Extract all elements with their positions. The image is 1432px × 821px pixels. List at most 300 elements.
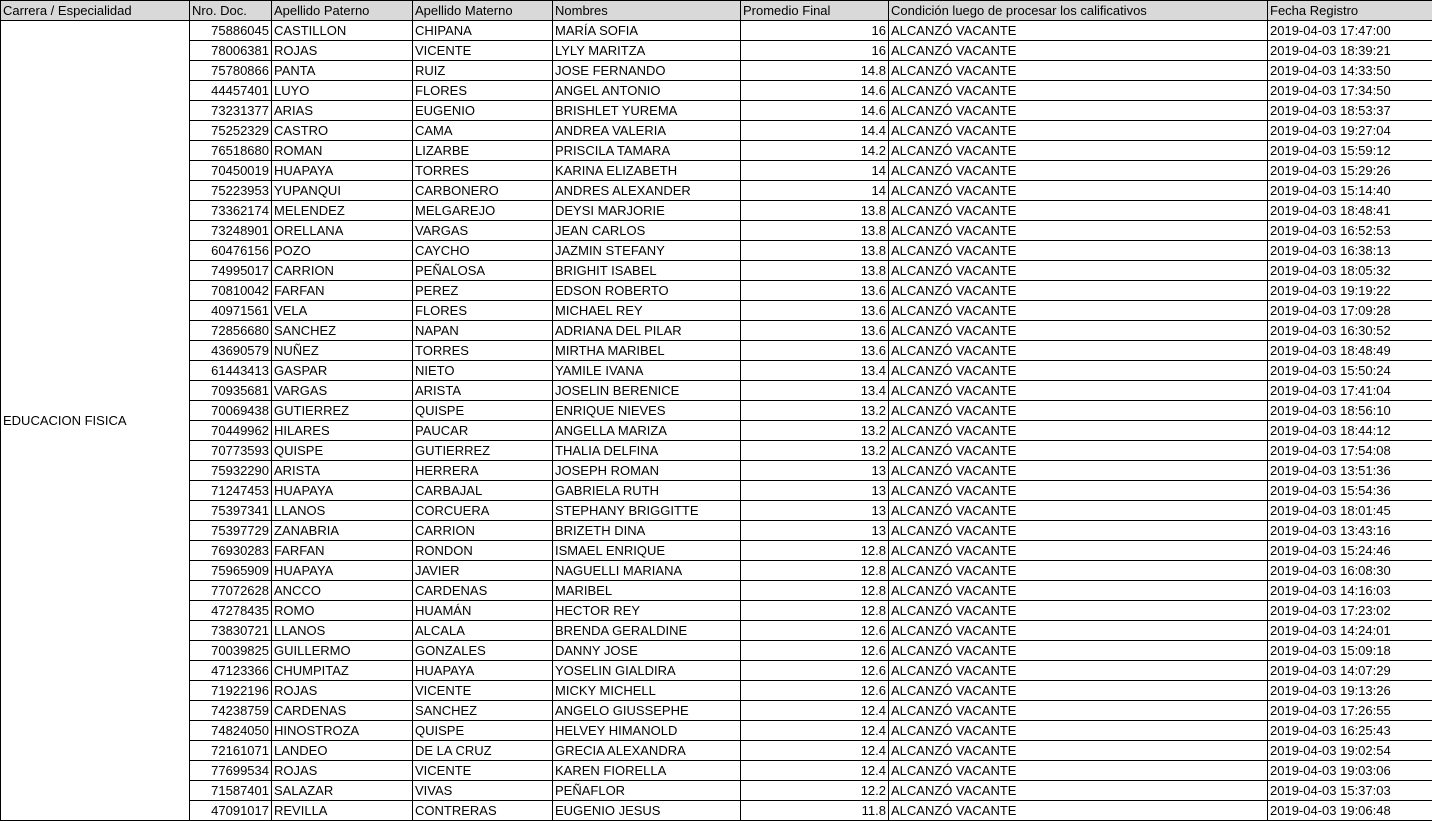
cell-condicion[interactable]: ALCANZÓ VACANTE xyxy=(889,321,1268,341)
cell-fecha-registro[interactable]: 2019-04-03 18:48:41 xyxy=(1268,201,1432,221)
cell-promedio-final[interactable]: 12.4 xyxy=(741,761,889,781)
cell-nro-doc[interactable]: 47091017 xyxy=(190,801,272,821)
cell-apellido-paterno[interactable]: REVILLA xyxy=(272,801,413,821)
cell-apellido-materno[interactable]: VARGAS xyxy=(413,221,553,241)
cell-apellido-materno[interactable]: QUISPE xyxy=(413,401,553,421)
cell-nro-doc[interactable]: 72856680 xyxy=(190,321,272,341)
cell-apellido-paterno[interactable]: ROJAS xyxy=(272,761,413,781)
cell-nombres[interactable]: HELVEY HIMANOLD xyxy=(553,721,741,741)
cell-promedio-final[interactable]: 13.4 xyxy=(741,361,889,381)
cell-fecha-registro[interactable]: 2019-04-03 15:09:18 xyxy=(1268,641,1432,661)
cell-nro-doc[interactable]: 70039825 xyxy=(190,641,272,661)
cell-fecha-registro[interactable]: 2019-04-03 13:43:16 xyxy=(1268,521,1432,541)
cell-nro-doc[interactable]: 75932290 xyxy=(190,461,272,481)
cell-fecha-registro[interactable]: 2019-04-03 17:34:50 xyxy=(1268,81,1432,101)
cell-nombres[interactable]: GABRIELA RUTH xyxy=(553,481,741,501)
cell-nro-doc[interactable]: 61443413 xyxy=(190,361,272,381)
cell-condicion[interactable]: ALCANZÓ VACANTE xyxy=(889,581,1268,601)
cell-apellido-paterno[interactable]: GUTIERREZ xyxy=(272,401,413,421)
cell-condicion[interactable]: ALCANZÓ VACANTE xyxy=(889,301,1268,321)
cell-promedio-final[interactable]: 13.8 xyxy=(741,221,889,241)
cell-apellido-paterno[interactable]: QUISPE xyxy=(272,441,413,461)
cell-condicion[interactable]: ALCANZÓ VACANTE xyxy=(889,741,1268,761)
cell-fecha-registro[interactable]: 2019-04-03 17:54:08 xyxy=(1268,441,1432,461)
cell-nro-doc[interactable]: 75397341 xyxy=(190,501,272,521)
cell-apellido-materno[interactable]: VICENTE xyxy=(413,681,553,701)
cell-apellido-paterno[interactable]: ARISTA xyxy=(272,461,413,481)
cell-nombres[interactable]: MICKY MICHELL xyxy=(553,681,741,701)
cell-promedio-final[interactable]: 13 xyxy=(741,481,889,501)
cell-apellido-paterno[interactable]: PANTA xyxy=(272,61,413,81)
cell-nombres[interactable]: ISMAEL ENRIQUE xyxy=(553,541,741,561)
cell-fecha-registro[interactable]: 2019-04-03 17:23:02 xyxy=(1268,601,1432,621)
cell-apellido-paterno[interactable]: LLANOS xyxy=(272,501,413,521)
cell-fecha-registro[interactable]: 2019-04-03 18:53:37 xyxy=(1268,101,1432,121)
cell-condicion[interactable]: ALCANZÓ VACANTE xyxy=(889,161,1268,181)
cell-apellido-paterno[interactable]: LUYO xyxy=(272,81,413,101)
cell-nombres[interactable]: ENRIQUE NIEVES xyxy=(553,401,741,421)
cell-condicion[interactable]: ALCANZÓ VACANTE xyxy=(889,181,1268,201)
cell-apellido-materno[interactable]: VICENTE xyxy=(413,761,553,781)
cell-condicion[interactable]: ALCANZÓ VACANTE xyxy=(889,641,1268,661)
cell-nombres[interactable]: ANGEL ANTONIO xyxy=(553,81,741,101)
cell-nro-doc[interactable]: 73362174 xyxy=(190,201,272,221)
cell-condicion[interactable]: ALCANZÓ VACANTE xyxy=(889,721,1268,741)
cell-nro-doc[interactable]: 77699534 xyxy=(190,761,272,781)
cell-nro-doc[interactable]: 70773593 xyxy=(190,441,272,461)
cell-apellido-materno[interactable]: PEREZ xyxy=(413,281,553,301)
cell-nombres[interactable]: EUGENIO JESUS xyxy=(553,801,741,821)
cell-nro-doc[interactable]: 74995017 xyxy=(190,261,272,281)
cell-nro-doc[interactable]: 77072628 xyxy=(190,581,272,601)
cell-nro-doc[interactable]: 71922196 xyxy=(190,681,272,701)
cell-fecha-registro[interactable]: 2019-04-03 17:26:55 xyxy=(1268,701,1432,721)
cell-condicion[interactable]: ALCANZÓ VACANTE xyxy=(889,561,1268,581)
cell-promedio-final[interactable]: 13 xyxy=(741,521,889,541)
cell-apellido-materno[interactable]: PEÑALOSA xyxy=(413,261,553,281)
cell-nombres[interactable]: MICHAEL REY xyxy=(553,301,741,321)
cell-condicion[interactable]: ALCANZÓ VACANTE xyxy=(889,481,1268,501)
cell-condicion[interactable]: ALCANZÓ VACANTE xyxy=(889,121,1268,141)
cell-nombres[interactable]: NAGUELLI MARIANA xyxy=(553,561,741,581)
cell-condicion[interactable]: ALCANZÓ VACANTE xyxy=(889,441,1268,461)
cell-condicion[interactable]: ALCANZÓ VACANTE xyxy=(889,701,1268,721)
cell-promedio-final[interactable]: 13.8 xyxy=(741,241,889,261)
cell-fecha-registro[interactable]: 2019-04-03 19:02:54 xyxy=(1268,741,1432,761)
cell-promedio-final[interactable]: 13.6 xyxy=(741,321,889,341)
cell-condicion[interactable]: ALCANZÓ VACANTE xyxy=(889,621,1268,641)
cell-fecha-registro[interactable]: 2019-04-03 15:59:12 xyxy=(1268,141,1432,161)
cell-promedio-final[interactable]: 14 xyxy=(741,181,889,201)
cell-nro-doc[interactable]: 75223953 xyxy=(190,181,272,201)
cell-promedio-final[interactable]: 14.6 xyxy=(741,101,889,121)
cell-promedio-final[interactable]: 12.8 xyxy=(741,541,889,561)
cell-fecha-registro[interactable]: 2019-04-03 18:44:12 xyxy=(1268,421,1432,441)
cell-apellido-paterno[interactable]: FARFAN xyxy=(272,541,413,561)
cell-nro-doc[interactable]: 43690579 xyxy=(190,341,272,361)
cell-promedio-final[interactable]: 12.2 xyxy=(741,781,889,801)
cell-nombres[interactable]: PEÑAFLOR xyxy=(553,781,741,801)
table-row xyxy=(1,181,1432,201)
cell-nombres[interactable]: BRISHLET YUREMA xyxy=(553,101,741,121)
cell-apellido-paterno[interactable]: VELA xyxy=(272,301,413,321)
cell-nombres[interactable]: EDSON ROBERTO xyxy=(553,281,741,301)
cell-apellido-paterno[interactable]: ORELLANA xyxy=(272,221,413,241)
cell-condicion[interactable]: ALCANZÓ VACANTE xyxy=(889,261,1268,281)
header-apellido-paterno[interactable]: Apellido Paterno xyxy=(272,1,413,21)
cell-apellido-materno[interactable]: CAYCHO xyxy=(413,241,553,261)
cell-promedio-final[interactable]: 12.4 xyxy=(741,701,889,721)
cell-nro-doc[interactable]: 70935681 xyxy=(190,381,272,401)
cell-apellido-paterno[interactable]: ZANABRIA xyxy=(272,521,413,541)
cell-apellido-materno[interactable]: VICENTE xyxy=(413,41,553,61)
table-row xyxy=(1,581,1432,601)
cell-nro-doc[interactable]: 75252329 xyxy=(190,121,272,141)
cell-apellido-paterno[interactable]: GUILLERMO xyxy=(272,641,413,661)
cell-apellido-paterno[interactable]: POZO xyxy=(272,241,413,261)
cell-promedio-final[interactable]: 12.8 xyxy=(741,581,889,601)
cell-condicion[interactable]: ALCANZÓ VACANTE xyxy=(889,141,1268,161)
cell-fecha-registro[interactable]: 2019-04-03 16:08:30 xyxy=(1268,561,1432,581)
cell-fecha-registro[interactable]: 2019-04-03 17:47:00 xyxy=(1268,21,1432,41)
cell-condicion[interactable]: ALCANZÓ VACANTE xyxy=(889,361,1268,381)
cell-apellido-paterno[interactable]: NUÑEZ xyxy=(272,341,413,361)
cell-fecha-registro[interactable]: 2019-04-03 17:09:28 xyxy=(1268,301,1432,321)
cell-promedio-final[interactable]: 13.6 xyxy=(741,281,889,301)
cell-apellido-paterno[interactable]: YUPANQUI xyxy=(272,181,413,201)
cell-promedio-final[interactable]: 14.2 xyxy=(741,141,889,161)
cell-nro-doc[interactable]: 73830721 xyxy=(190,621,272,641)
cell-apellido-paterno[interactable]: HUAPAYA xyxy=(272,161,413,181)
cell-fecha-registro[interactable]: 2019-04-03 18:56:10 xyxy=(1268,401,1432,421)
cell-nombres[interactable]: MIRTHA MARIBEL xyxy=(553,341,741,361)
cell-condicion[interactable]: ALCANZÓ VACANTE xyxy=(889,21,1268,41)
cell-apellido-materno[interactable]: ARISTA xyxy=(413,381,553,401)
header-condicion[interactable]: Condición luego de procesar los calificativos xyxy=(889,1,1268,21)
cell-condicion[interactable]: ALCANZÓ VACANTE xyxy=(889,461,1268,481)
table-row xyxy=(1,741,1432,761)
cell-condicion[interactable]: ALCANZÓ VACANTE xyxy=(889,281,1268,301)
cell-nombres[interactable]: YOSELIN GIALDIRA xyxy=(553,661,741,681)
cell-condicion[interactable]: ALCANZÓ VACANTE xyxy=(889,341,1268,361)
cell-apellido-materno[interactable]: TORRES xyxy=(413,341,553,361)
cell-nro-doc[interactable]: 72161071 xyxy=(190,741,272,761)
header-carrera[interactable]: Carrera / Especialidad xyxy=(1,1,190,21)
cell-apellido-materno[interactable]: CAMA xyxy=(413,121,553,141)
cell-nombres[interactable]: ANGELLA MARIZA xyxy=(553,421,741,441)
cell-apellido-paterno[interactable]: ROJAS xyxy=(272,681,413,701)
table-row xyxy=(1,461,1432,481)
cell-nro-doc[interactable]: 74238759 xyxy=(190,701,272,721)
cell-fecha-registro[interactable]: 2019-04-03 18:05:32 xyxy=(1268,261,1432,281)
cell-promedio-final[interactable]: 13 xyxy=(741,501,889,521)
cell-apellido-materno[interactable]: GONZALES xyxy=(413,641,553,661)
cell-promedio-final[interactable]: 13.2 xyxy=(741,401,889,421)
cell-nro-doc[interactable]: 75965909 xyxy=(190,561,272,581)
cell-apellido-materno[interactable]: HERRERA xyxy=(413,461,553,481)
cell-condicion[interactable]: ALCANZÓ VACANTE xyxy=(889,661,1268,681)
cell-fecha-registro[interactable]: 2019-04-03 18:39:21 xyxy=(1268,41,1432,61)
cell-condicion[interactable]: ALCANZÓ VACANTE xyxy=(889,101,1268,121)
cell-fecha-registro[interactable]: 2019-04-03 15:50:24 xyxy=(1268,361,1432,381)
cell-apellido-paterno[interactable]: CARDENAS xyxy=(272,701,413,721)
cell-condicion[interactable]: ALCANZÓ VACANTE xyxy=(889,241,1268,261)
cell-apellido-materno[interactable]: PAUCAR xyxy=(413,421,553,441)
cell-apellido-paterno[interactable]: GASPAR xyxy=(272,361,413,381)
cell-nombres[interactable]: KARINA ELIZABETH xyxy=(553,161,741,181)
cell-fecha-registro[interactable]: 2019-04-03 14:33:50 xyxy=(1268,61,1432,81)
cell-nombres[interactable]: HECTOR REY xyxy=(553,601,741,621)
cell-apellido-materno[interactable]: CARDENAS xyxy=(413,581,553,601)
cell-apellido-paterno[interactable]: CARRION xyxy=(272,261,413,281)
cell-fecha-registro[interactable]: 2019-04-03 17:41:04 xyxy=(1268,381,1432,401)
cell-apellido-paterno[interactable]: ROJAS xyxy=(272,41,413,61)
cell-nombres[interactable]: ANGELO GIUSSEPHE xyxy=(553,701,741,721)
cell-nombres[interactable]: STEPHANY BRIGGITTE xyxy=(553,501,741,521)
cell-apellido-paterno[interactable]: ROMO xyxy=(272,601,413,621)
cell-condicion[interactable]: ALCANZÓ VACANTE xyxy=(889,41,1268,61)
cell-condicion[interactable]: ALCANZÓ VACANTE xyxy=(889,781,1268,801)
cell-promedio-final[interactable]: 13.6 xyxy=(741,301,889,321)
cell-apellido-materno[interactable]: RUIZ xyxy=(413,61,553,81)
cell-condicion[interactable]: ALCANZÓ VACANTE xyxy=(889,81,1268,101)
cell-apellido-materno[interactable]: CARRION xyxy=(413,521,553,541)
cell-nombres[interactable]: JOSE FERNANDO xyxy=(553,61,741,81)
cell-fecha-registro[interactable]: 2019-04-03 18:48:49 xyxy=(1268,341,1432,361)
cell-fecha-registro[interactable]: 2019-04-03 14:16:03 xyxy=(1268,581,1432,601)
cell-fecha-registro[interactable]: 2019-04-03 16:38:13 xyxy=(1268,241,1432,261)
cell-apellido-paterno[interactable]: ARIAS xyxy=(272,101,413,121)
cell-nombres[interactable]: BRIZETH DINA xyxy=(553,521,741,541)
cell-nombres[interactable]: MARIBEL xyxy=(553,581,741,601)
cell-apellido-paterno[interactable]: HUAPAYA xyxy=(272,481,413,501)
cell-fecha-registro[interactable]: 2019-04-03 13:51:36 xyxy=(1268,461,1432,481)
cell-apellido-materno[interactable]: JAVIER xyxy=(413,561,553,581)
header-apellido-materno[interactable]: Apellido Materno xyxy=(413,1,553,21)
cell-apellido-materno[interactable]: FLORES xyxy=(413,301,553,321)
cell-condicion[interactable]: ALCANZÓ VACANTE xyxy=(889,61,1268,81)
cell-fecha-registro[interactable]: 2019-04-03 16:52:53 xyxy=(1268,221,1432,241)
cell-apellido-materno[interactable]: CARBAJAL xyxy=(413,481,553,501)
cell-nro-doc[interactable]: 71587401 xyxy=(190,781,272,801)
cell-nombres[interactable]: LYLY MARITZA xyxy=(553,41,741,61)
cell-nombres[interactable]: JAZMIN STEFANY xyxy=(553,241,741,261)
cell-apellido-materno[interactable]: NIETO xyxy=(413,361,553,381)
cell-nro-doc[interactable]: 70810042 xyxy=(190,281,272,301)
header-fecha-registro[interactable]: Fecha Registro xyxy=(1268,1,1432,21)
cell-condicion[interactable]: ALCANZÓ VACANTE xyxy=(889,401,1268,421)
cell-apellido-materno[interactable]: CARBONERO xyxy=(413,181,553,201)
cell-nro-doc[interactable]: 75780866 xyxy=(190,61,272,81)
table-row xyxy=(1,781,1432,801)
cell-promedio-final[interactable]: 13.2 xyxy=(741,441,889,461)
cell-nombres[interactable]: THALIA DELFINA xyxy=(553,441,741,461)
cell-apellido-paterno[interactable]: SALAZAR xyxy=(272,781,413,801)
cell-nombres[interactable]: DANNY JOSE xyxy=(553,641,741,661)
cell-apellido-materno[interactable]: TORRES xyxy=(413,161,553,181)
cell-condicion[interactable]: ALCANZÓ VACANTE xyxy=(889,761,1268,781)
cell-apellido-materno[interactable]: SANCHEZ xyxy=(413,701,553,721)
table-row xyxy=(1,121,1432,141)
cell-nombres[interactable]: JEAN CARLOS xyxy=(553,221,741,241)
header-promedio-final[interactable]: Promedio Final xyxy=(741,1,889,21)
cell-nro-doc[interactable]: 70450019 xyxy=(190,161,272,181)
cell-nro-doc[interactable]: 71247453 xyxy=(190,481,272,501)
cell-promedio-final[interactable]: 13.4 xyxy=(741,381,889,401)
cell-promedio-final[interactable]: 14.8 xyxy=(741,61,889,81)
cell-apellido-paterno[interactable]: HILARES xyxy=(272,421,413,441)
cell-nro-doc[interactable]: 70449962 xyxy=(190,421,272,441)
cell-promedio-final[interactable]: 12.4 xyxy=(741,721,889,741)
cell-apellido-paterno[interactable]: LLANOS xyxy=(272,621,413,641)
table-row xyxy=(1,221,1432,241)
table-row xyxy=(1,141,1432,161)
cell-apellido-paterno[interactable]: HUAPAYA xyxy=(272,561,413,581)
cell-condicion[interactable]: ALCANZÓ VACANTE xyxy=(889,541,1268,561)
header-nro-doc[interactable]: Nro. Doc. xyxy=(190,1,272,21)
cell-fecha-registro[interactable]: 2019-04-03 15:24:46 xyxy=(1268,541,1432,561)
cell-apellido-paterno[interactable]: VARGAS xyxy=(272,381,413,401)
cell-nombres[interactable]: BRIGHIT ISABEL xyxy=(553,261,741,281)
cell-promedio-final[interactable]: 13.8 xyxy=(741,201,889,221)
cell-nro-doc[interactable]: 75397729 xyxy=(190,521,272,541)
cell-nro-doc[interactable]: 74824050 xyxy=(190,721,272,741)
cell-promedio-final[interactable]: 16 xyxy=(741,21,889,41)
cell-apellido-materno[interactable]: CORCUERA xyxy=(413,501,553,521)
cell-apellido-paterno[interactable]: CASTRO xyxy=(272,121,413,141)
cell-nombres[interactable]: ANDRES ALEXANDER xyxy=(553,181,741,201)
cell-promedio-final[interactable]: 14.4 xyxy=(741,121,889,141)
cell-condicion[interactable]: ALCANZÓ VACANTE xyxy=(889,501,1268,521)
cell-nro-doc[interactable]: 76518680 xyxy=(190,141,272,161)
cell-nro-doc[interactable]: 70069438 xyxy=(190,401,272,421)
cell-carrera[interactable]: EDUCACION FISICA xyxy=(1,21,190,821)
cell-apellido-materno[interactable]: RONDON xyxy=(413,541,553,561)
cell-fecha-registro[interactable]: 2019-04-03 14:24:01 xyxy=(1268,621,1432,641)
header-nombres[interactable]: Nombres xyxy=(553,1,741,21)
cell-apellido-paterno[interactable]: CHUMPITAZ xyxy=(272,661,413,681)
cell-apellido-materno[interactable]: GUTIERREZ xyxy=(413,441,553,461)
cell-promedio-final[interactable]: 16 xyxy=(741,41,889,61)
cell-nro-doc[interactable]: 47278435 xyxy=(190,601,272,621)
cell-promedio-final[interactable]: 13.2 xyxy=(741,421,889,441)
cell-nombres[interactable]: YAMILE IVANA xyxy=(553,361,741,381)
cell-fecha-registro[interactable]: 2019-04-03 16:30:52 xyxy=(1268,321,1432,341)
cell-promedio-final[interactable]: 12.8 xyxy=(741,601,889,621)
cell-fecha-registro[interactable]: 2019-04-03 19:13:26 xyxy=(1268,681,1432,701)
cell-apellido-materno[interactable]: HUAMÁN xyxy=(413,601,553,621)
cell-fecha-registro[interactable]: 2019-04-03 18:01:45 xyxy=(1268,501,1432,521)
cell-apellido-materno[interactable]: VIVAS xyxy=(413,781,553,801)
cell-nombres[interactable]: PRISCILA TAMARA xyxy=(553,141,741,161)
cell-apellido-materno[interactable]: MELGAREJO xyxy=(413,201,553,221)
cell-fecha-registro[interactable]: 2019-04-03 19:06:48 xyxy=(1268,801,1432,821)
cell-apellido-paterno[interactable]: ANCCO xyxy=(272,581,413,601)
cell-fecha-registro[interactable]: 2019-04-03 15:14:40 xyxy=(1268,181,1432,201)
cell-nombres[interactable]: GRECIA ALEXANDRA xyxy=(553,741,741,761)
cell-nro-doc[interactable]: 60476156 xyxy=(190,241,272,261)
table-row xyxy=(1,241,1432,261)
cell-nro-doc[interactable]: 76930283 xyxy=(190,541,272,561)
cell-apellido-paterno[interactable]: HINOSTROZA xyxy=(272,721,413,741)
cell-apellido-materno[interactable]: LIZARBE xyxy=(413,141,553,161)
cell-fecha-registro[interactable]: 2019-04-03 15:29:26 xyxy=(1268,161,1432,181)
cell-fecha-registro[interactable]: 2019-04-03 19:27:04 xyxy=(1268,121,1432,141)
cell-condicion[interactable]: ALCANZÓ VACANTE xyxy=(889,801,1268,821)
cell-fecha-registro[interactable]: 2019-04-03 19:19:22 xyxy=(1268,281,1432,301)
cell-nombres[interactable]: JOSEPH ROMAN xyxy=(553,461,741,481)
cell-promedio-final[interactable]: 14 xyxy=(741,161,889,181)
cell-nombres[interactable]: ADRIANA DEL PILAR xyxy=(553,321,741,341)
cell-fecha-registro[interactable]: 2019-04-03 15:54:36 xyxy=(1268,481,1432,501)
cell-apellido-materno[interactable]: EUGENIO xyxy=(413,101,553,121)
cell-nombres[interactable]: MARÍA SOFIA xyxy=(553,21,741,41)
cell-fecha-registro[interactable]: 2019-04-03 15:37:03 xyxy=(1268,781,1432,801)
cell-nombres[interactable]: KAREN FIORELLA xyxy=(553,761,741,781)
cell-nro-doc[interactable]: 73231377 xyxy=(190,101,272,121)
cell-promedio-final[interactable]: 12.8 xyxy=(741,561,889,581)
cell-nombres[interactable]: JOSELIN BERENICE xyxy=(553,381,741,401)
cell-apellido-materno[interactable]: CHIPANA xyxy=(413,21,553,41)
cell-nro-doc[interactable]: 44457401 xyxy=(190,81,272,101)
cell-apellido-paterno[interactable]: MELENDEZ xyxy=(272,201,413,221)
cell-apellido-paterno[interactable]: FARFAN xyxy=(272,281,413,301)
cell-condicion[interactable]: ALCANZÓ VACANTE xyxy=(889,381,1268,401)
cell-apellido-paterno[interactable]: LANDEO xyxy=(272,741,413,761)
cell-condicion[interactable]: ALCANZÓ VACANTE xyxy=(889,601,1268,621)
cell-apellido-materno[interactable]: DE LA CRUZ xyxy=(413,741,553,761)
cell-condicion[interactable]: ALCANZÓ VACANTE xyxy=(889,221,1268,241)
cell-apellido-paterno[interactable]: ROMAN xyxy=(272,141,413,161)
cell-nro-doc[interactable]: 40971561 xyxy=(190,301,272,321)
cell-promedio-final[interactable]: 13.8 xyxy=(741,261,889,281)
cell-condicion[interactable]: ALCANZÓ VACANTE xyxy=(889,201,1268,221)
cell-condicion[interactable]: ALCANZÓ VACANTE xyxy=(889,421,1268,441)
cell-apellido-materno[interactable]: ALCALA xyxy=(413,621,553,641)
cell-fecha-registro[interactable]: 2019-04-03 14:07:29 xyxy=(1268,661,1432,681)
cell-nro-doc[interactable]: 73248901 xyxy=(190,221,272,241)
cell-nombres[interactable]: ANDREA VALERIA xyxy=(553,121,741,141)
cell-promedio-final[interactable]: 14.6 xyxy=(741,81,889,101)
cell-promedio-final[interactable]: 12.6 xyxy=(741,621,889,641)
cell-apellido-materno[interactable]: CONTRERAS xyxy=(413,801,553,821)
cell-apellido-materno[interactable]: QUISPE xyxy=(413,721,553,741)
cell-apellido-paterno[interactable]: SANCHEZ xyxy=(272,321,413,341)
cell-apellido-materno[interactable]: FLORES xyxy=(413,81,553,101)
cell-promedio-final[interactable]: 12.4 xyxy=(741,741,889,761)
cell-condicion[interactable]: ALCANZÓ VACANTE xyxy=(889,521,1268,541)
cell-promedio-final[interactable]: 13.6 xyxy=(741,341,889,361)
cell-apellido-materno[interactable]: NAPAN xyxy=(413,321,553,341)
cell-nro-doc[interactable]: 75886045 xyxy=(190,21,272,41)
cell-fecha-registro[interactable]: 2019-04-03 19:03:06 xyxy=(1268,761,1432,781)
cell-nombres[interactable]: DEYSI MARJORIE xyxy=(553,201,741,221)
cell-nro-doc[interactable]: 47123366 xyxy=(190,661,272,681)
cell-promedio-final[interactable]: 12.6 xyxy=(741,681,889,701)
cell-promedio-final[interactable]: 11.8 xyxy=(741,801,889,821)
cell-apellido-materno[interactable]: HUAPAYA xyxy=(413,661,553,681)
table-row xyxy=(1,661,1432,681)
cell-promedio-final[interactable]: 12.6 xyxy=(741,661,889,681)
cell-promedio-final[interactable]: 12.6 xyxy=(741,641,889,661)
cell-fecha-registro[interactable]: 2019-04-03 16:25:43 xyxy=(1268,721,1432,741)
cell-nro-doc[interactable]: 78006381 xyxy=(190,41,272,61)
cell-condicion[interactable]: ALCANZÓ VACANTE xyxy=(889,681,1268,701)
cell-nombres[interactable]: BRENDA GERALDINE xyxy=(553,621,741,641)
cell-promedio-final[interactable]: 13 xyxy=(741,461,889,481)
table-row xyxy=(1,61,1432,81)
cell-apellido-paterno[interactable]: CASTILLON xyxy=(272,21,413,41)
